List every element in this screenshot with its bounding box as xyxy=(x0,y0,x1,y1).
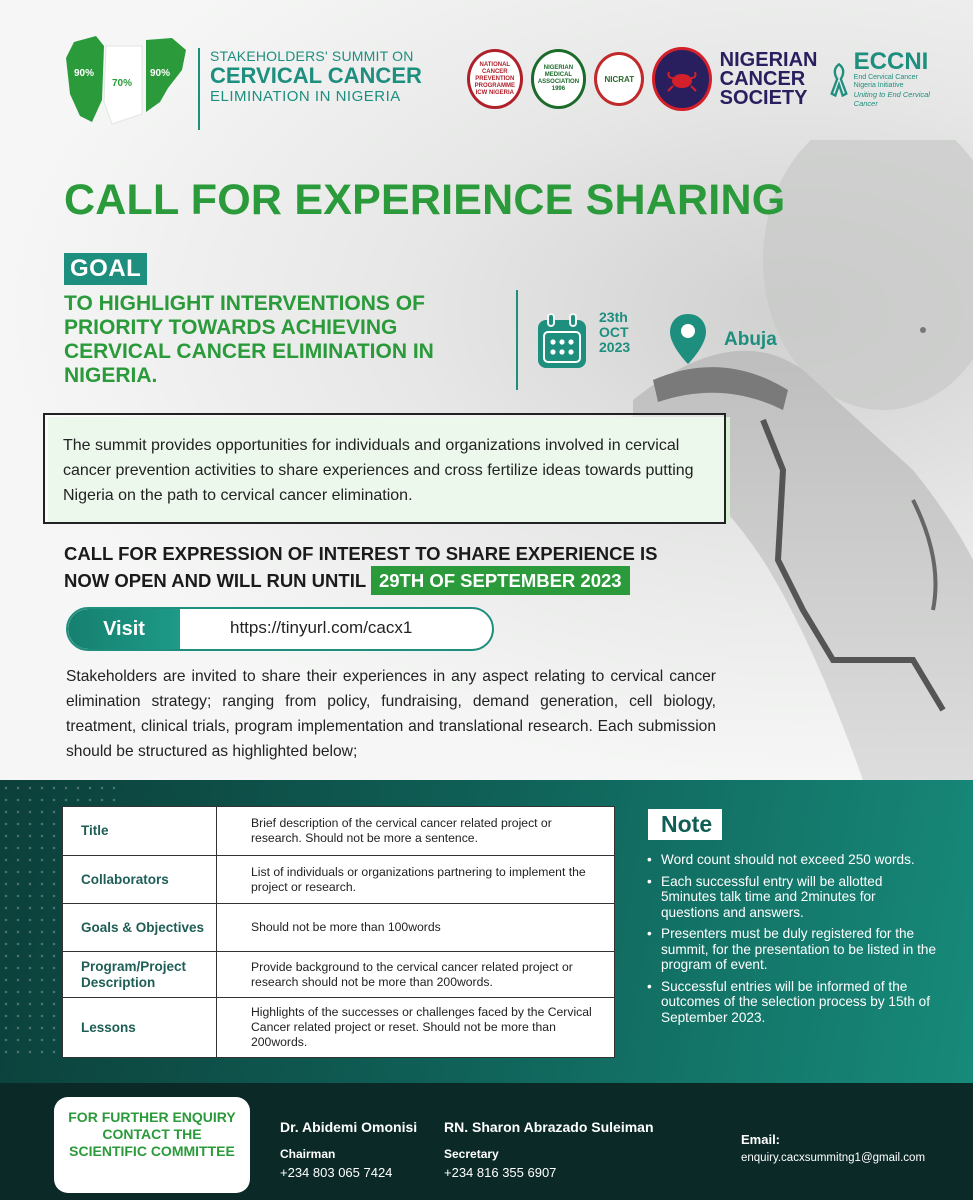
chairman-phone: +234 803 065 7424 xyxy=(280,1165,393,1180)
table-description: Brief description of the cervical cancer related project or research. Should not be more a sentence. xyxy=(251,816,552,845)
summit-line2: CERVICAL CANCER xyxy=(210,63,422,88)
event-date xyxy=(599,310,630,355)
invite-paragraph: Stakeholders are invited to share their experiences in any aspect relating to cervical cancer elimination strategy; ranging from policy, fundraising, demand generation, cell biology, treatment, clinical trials, program implementation and translational research. Each submission should be structured as highlighted below; xyxy=(66,668,716,760)
secretary-name: RN. Sharon Abrazado Suleiman xyxy=(444,1119,654,1135)
note-item: • Successful entries will be informed of the outcomes of the selection process by 15th of September 2023. xyxy=(647,979,937,1026)
secretary-phone: +234 816 355 6907 xyxy=(444,1165,557,1180)
call-line2: NOW OPEN AND WILL RUN UNTIL xyxy=(64,570,366,591)
map-pct-left: 90% xyxy=(74,68,95,79)
visit-button[interactable]: Visit xyxy=(68,609,180,649)
call-line1: CALL FOR EXPRESSION OF INTEREST TO SHARE EXPERIENCE IS xyxy=(64,543,658,564)
summit-line1: STAKEHOLDERS' SUMMIT ON xyxy=(210,48,414,64)
calendar-icon xyxy=(536,312,588,370)
note-item: • Word count should not exceed 250 words. xyxy=(647,852,937,868)
summit-title-block xyxy=(198,48,422,130)
ncs-logo-text xyxy=(719,48,818,109)
email-label: Email: xyxy=(741,1132,781,1147)
secretary-contact xyxy=(444,1119,654,1180)
eccni-title: ECCNI xyxy=(853,48,929,75)
table-field: Goals & Objectives xyxy=(63,904,217,951)
table-description: Highlights of the successes or challenges faced by the Cervical Cancer related project or reset. Should not be more than 200words. xyxy=(251,1005,592,1049)
nicrat-logo-text: NICRAT xyxy=(604,74,635,84)
header xyxy=(62,28,942,138)
table-row xyxy=(63,952,614,998)
deadline-badge: 29TH OF SEPTEMBER 2023 xyxy=(371,566,630,595)
note-item: • Each successful entry will be allotted 5minutes talk time and 2minutes for questions and answers. xyxy=(647,874,937,921)
nicrat-logo xyxy=(594,52,644,106)
goal-label: GOAL xyxy=(64,253,147,285)
table-field: Collaborators xyxy=(63,856,217,903)
table-description: Provide background to the cervical cancer related project or research should not be more than 200words. xyxy=(251,959,573,989)
eccni-tagline: Uniting to End Cervical Cancer xyxy=(853,90,930,108)
note-item: • Presenters must be duly registered for the summit, for the presentation to be listed in the program of event. xyxy=(647,926,937,973)
visit-link-bar[interactable] xyxy=(66,607,494,651)
page-title: CALL FOR EXPERIENCE SHARING xyxy=(64,176,786,224)
eccni-sub2: Nigeria Initiative xyxy=(853,82,904,89)
chairman-role: Chairman xyxy=(280,1147,336,1161)
goal-text: TO HIGHLIGHT INTERVENTIONS OF PRIORITY TOWARDS ACHIEVING CERVICAL CANCER ELIMINATION IN NIGERIA. xyxy=(64,292,434,387)
ncs-emblem-icon xyxy=(652,47,711,111)
nigeria-map-logo xyxy=(62,30,190,130)
ncs-line2: CANCER xyxy=(719,67,806,90)
map-pct-mid: 70% xyxy=(112,78,133,89)
ncs-line1: NIGERIAN xyxy=(719,48,818,71)
email-link[interactable]: enquiry.cacxsummitng1@gmail.com xyxy=(741,1152,926,1164)
table-row xyxy=(63,904,614,952)
event-city: Abuja xyxy=(724,329,777,350)
enquiry-box xyxy=(54,1097,250,1193)
divider xyxy=(516,290,518,390)
ccpp-logo xyxy=(467,49,523,109)
ribbon-icon xyxy=(828,59,850,99)
table-description: List of individuals or organizations partnering to implement the project or research. xyxy=(251,864,586,894)
map-pct-right: 90% xyxy=(150,68,171,79)
secretary-role: Secretary xyxy=(444,1147,499,1161)
table-field: Title xyxy=(63,807,217,855)
enquiry-text: FOR FURTHER ENQUIRY CONTACT THE SCIENTIFIC COMMITTEE xyxy=(68,1109,236,1159)
table-field: Lessons xyxy=(63,998,217,1057)
table-row xyxy=(63,856,614,904)
date-day: 23th xyxy=(599,309,628,325)
crab-icon xyxy=(665,64,699,94)
chairman-contact xyxy=(280,1119,417,1180)
submission-structure-table xyxy=(62,806,615,1058)
partner-logos xyxy=(467,44,948,114)
call-for-interest xyxy=(64,541,734,595)
summit-line3: ELIMINATION IN NIGERIA xyxy=(210,88,401,105)
nma-logo xyxy=(531,49,587,109)
date-month: OCT xyxy=(599,324,629,340)
nma-logo-text: NIGERIAN MEDICAL ASSOCIATION 1996 xyxy=(537,65,580,92)
chairman-name: Dr. Abidemi Omonisi xyxy=(280,1119,418,1135)
ccpp-logo-text: NATIONAL CANCER PREVENTION PROGRAMME ICW NIGERIA xyxy=(474,61,515,96)
table-description: Should not be more than 100words xyxy=(251,920,441,934)
note-list xyxy=(647,852,937,1031)
table-row xyxy=(63,807,614,856)
visit-url-link[interactable]: https://tinyurl.com/cacx1 xyxy=(230,618,413,637)
date-year: 2023 xyxy=(599,339,631,355)
location-pin-icon xyxy=(668,312,708,366)
ncs-line3: SOCIETY xyxy=(719,86,808,109)
eccni-logo xyxy=(828,50,948,108)
call-line2-row xyxy=(64,566,734,595)
note-label: Note xyxy=(648,809,722,840)
eccni-sub1: End Cervical Cancer xyxy=(853,74,918,81)
table-row xyxy=(63,998,614,1057)
intro-box: The summit provides opportunities for individuals and organizations involved in cervical cancer prevention activities to share experiences and cross fertilize ideas towards putting Nigeria on the path to cervical cancer elimination. xyxy=(43,413,726,524)
table-field: Program/Project Description xyxy=(63,952,217,997)
